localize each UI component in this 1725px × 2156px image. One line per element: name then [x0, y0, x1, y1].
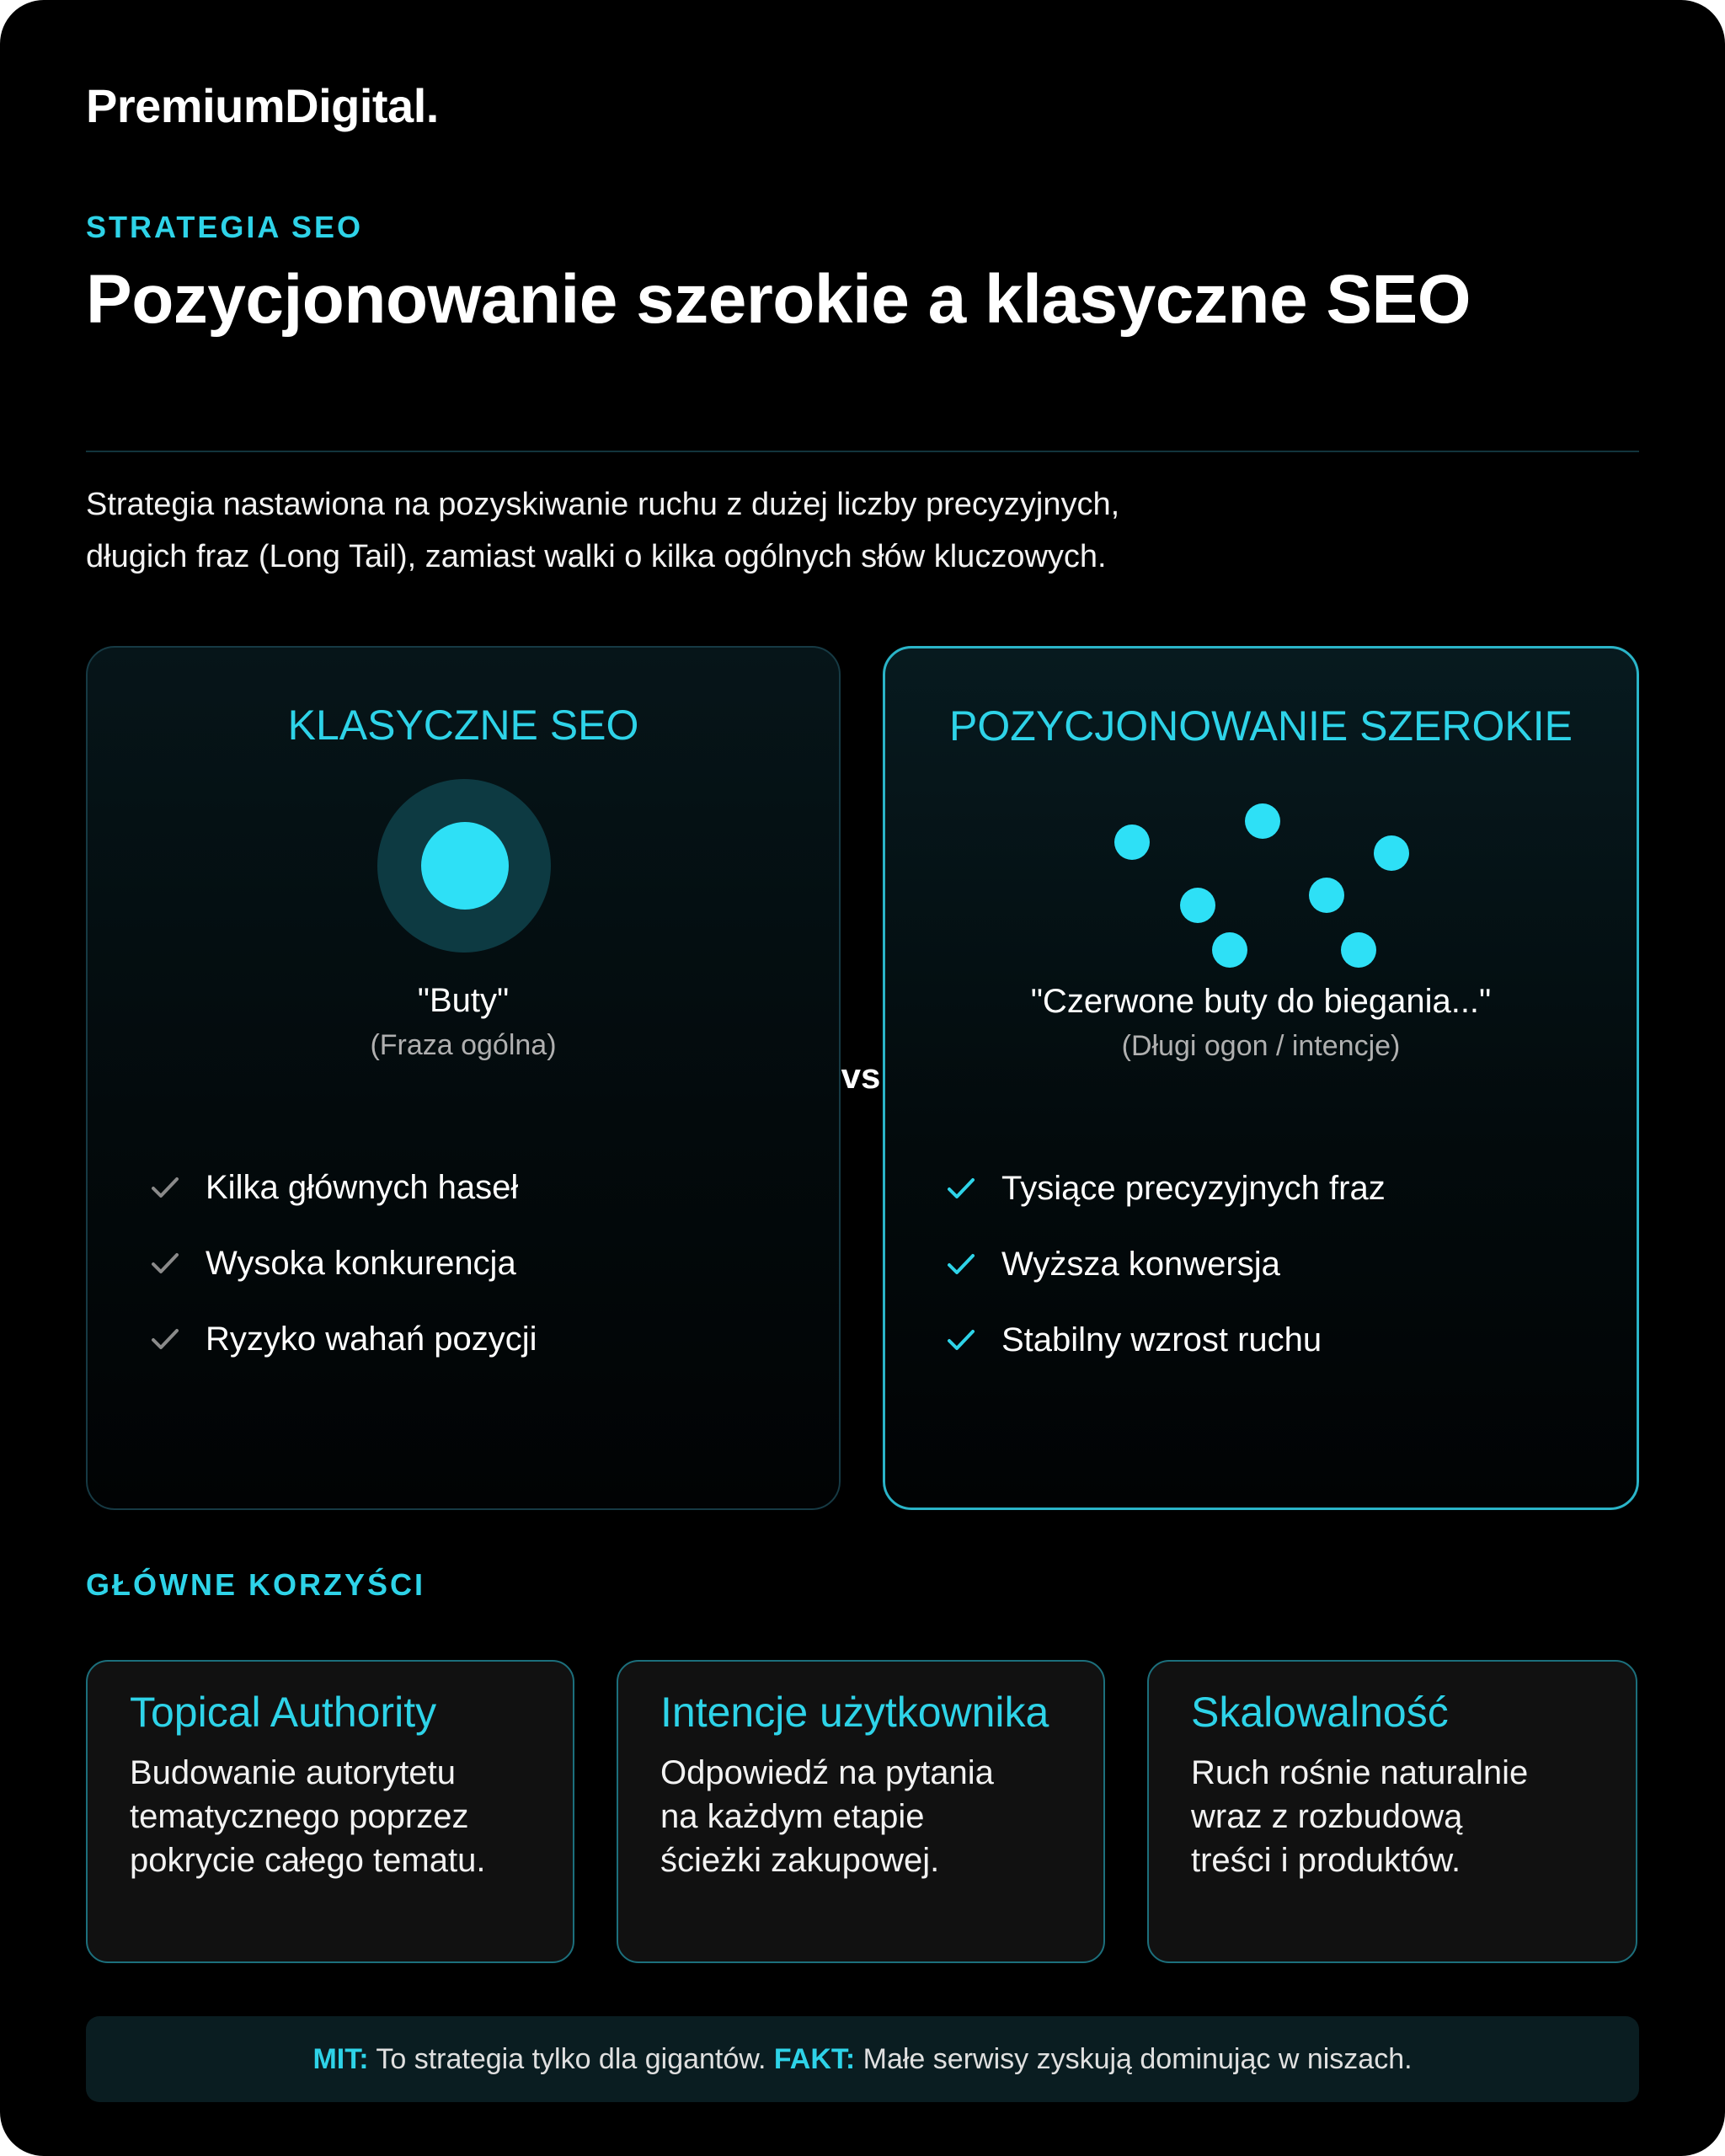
single-keyword-dot-icon [421, 822, 509, 910]
check-icon [944, 1171, 978, 1205]
keyword-dot-icon [1245, 803, 1280, 839]
vs-separator: vs [841, 1056, 881, 1096]
card-broad-positioning [883, 646, 1639, 1510]
myth-label: MIT: [312, 2042, 369, 2075]
list-item [944, 1226, 1386, 1302]
benefit-line: Ruch rośnie naturalnie [1191, 1754, 1529, 1791]
list-item [148, 1301, 537, 1377]
benefit-line: treści i produktów. [1191, 1842, 1461, 1879]
list-item-label: Kilka głównych haseł [206, 1169, 519, 1206]
benefit-line: tematycznego poprzez [130, 1798, 469, 1835]
check-icon [944, 1323, 978, 1357]
benefit-description [1191, 1751, 1612, 1882]
list-item [148, 1225, 537, 1301]
intro-line-1: Strategia nastawiona na pozyskiwanie ruchu z dużej liczby precyzyjnych, [86, 487, 1120, 522]
benefits-heading: GŁÓWNE KORZYŚCI [86, 1567, 425, 1602]
keyword-dot-icon [1309, 878, 1344, 913]
list-item [944, 1302, 1386, 1378]
benefit-title: Intencje użytkownika [660, 1689, 1049, 1736]
check-icon [944, 1247, 978, 1281]
benefit-description [130, 1751, 551, 1882]
keyword-dot-icon [1180, 888, 1215, 923]
keyword-example: "Buty" [417, 982, 510, 1019]
keyword-dot-icon [1374, 835, 1409, 871]
list-item-label: Ryzyko wahań pozycji [206, 1321, 537, 1358]
benefit-card-user-intent [617, 1660, 1105, 1963]
benefit-title: Skalowalność [1191, 1689, 1449, 1736]
list-item [944, 1150, 1386, 1226]
fact-label: FAKT: [773, 2042, 856, 2075]
myth-fact-banner [86, 2016, 1639, 2102]
card-classic-seo [86, 646, 841, 1510]
brand-logo: PremiumDigital. [86, 79, 439, 132]
keyword-dot-icon [1114, 825, 1150, 860]
intro-line-2: długich fraz (Long Tail), zamiast walki o kilka ogólnych słów kluczowych. [86, 539, 1107, 574]
list-item-label: Wysoka konkurencja [206, 1245, 516, 1282]
card-heading: POZYCJONOWANIE SZEROKIE [949, 702, 1573, 750]
feature-list [148, 1150, 537, 1377]
benefit-line: ścieżki zakupowej. [660, 1842, 940, 1879]
list-item-label: Tysiące precyzyjnych fraz [1001, 1170, 1386, 1207]
benefit-title: Topical Authority [130, 1689, 437, 1736]
keyword-dot-icon [1341, 932, 1376, 968]
myth-text: To strategia tylko dla gigantów. [368, 2042, 774, 2075]
list-item [148, 1150, 537, 1225]
check-icon [148, 1246, 182, 1280]
benefit-line: Odpowiedź na pytania [660, 1754, 994, 1791]
fact-text: Małe serwisy zyskują dominując w niszach. [855, 2042, 1413, 2075]
benefit-card-topical-authority [86, 1660, 574, 1963]
feature-list [944, 1150, 1386, 1378]
benefit-description [660, 1751, 1081, 1882]
benefit-line: pokrycie całego tematu. [130, 1842, 486, 1879]
check-icon [148, 1171, 182, 1204]
page-title: Pozycjonowanie szerokie a klasyczne SEO [86, 261, 1471, 338]
divider [86, 451, 1639, 452]
card-heading: KLASYCZNE SEO [287, 702, 639, 749]
keyword-example: "Czerwone buty do biegania..." [1030, 983, 1492, 1020]
benefit-line: wraz z rozbudową [1191, 1798, 1463, 1835]
keyword-type: (Fraza ogólna) [370, 1029, 557, 1061]
benefit-card-scalability [1147, 1660, 1637, 1963]
keyword-type: (Długi ogon / intencje) [1121, 1030, 1401, 1062]
intro-text [86, 478, 1349, 583]
benefit-line: na każdym etapie [660, 1798, 925, 1835]
benefit-line: Budowanie autorytetu [130, 1754, 456, 1791]
check-icon [148, 1322, 182, 1356]
list-item-label: Stabilny wzrost ruchu [1001, 1321, 1322, 1358]
keyword-dot-icon [1212, 932, 1247, 968]
list-item-label: Wyższa konwersja [1001, 1246, 1280, 1283]
section-eyebrow: STRATEGIA SEO [86, 210, 364, 244]
